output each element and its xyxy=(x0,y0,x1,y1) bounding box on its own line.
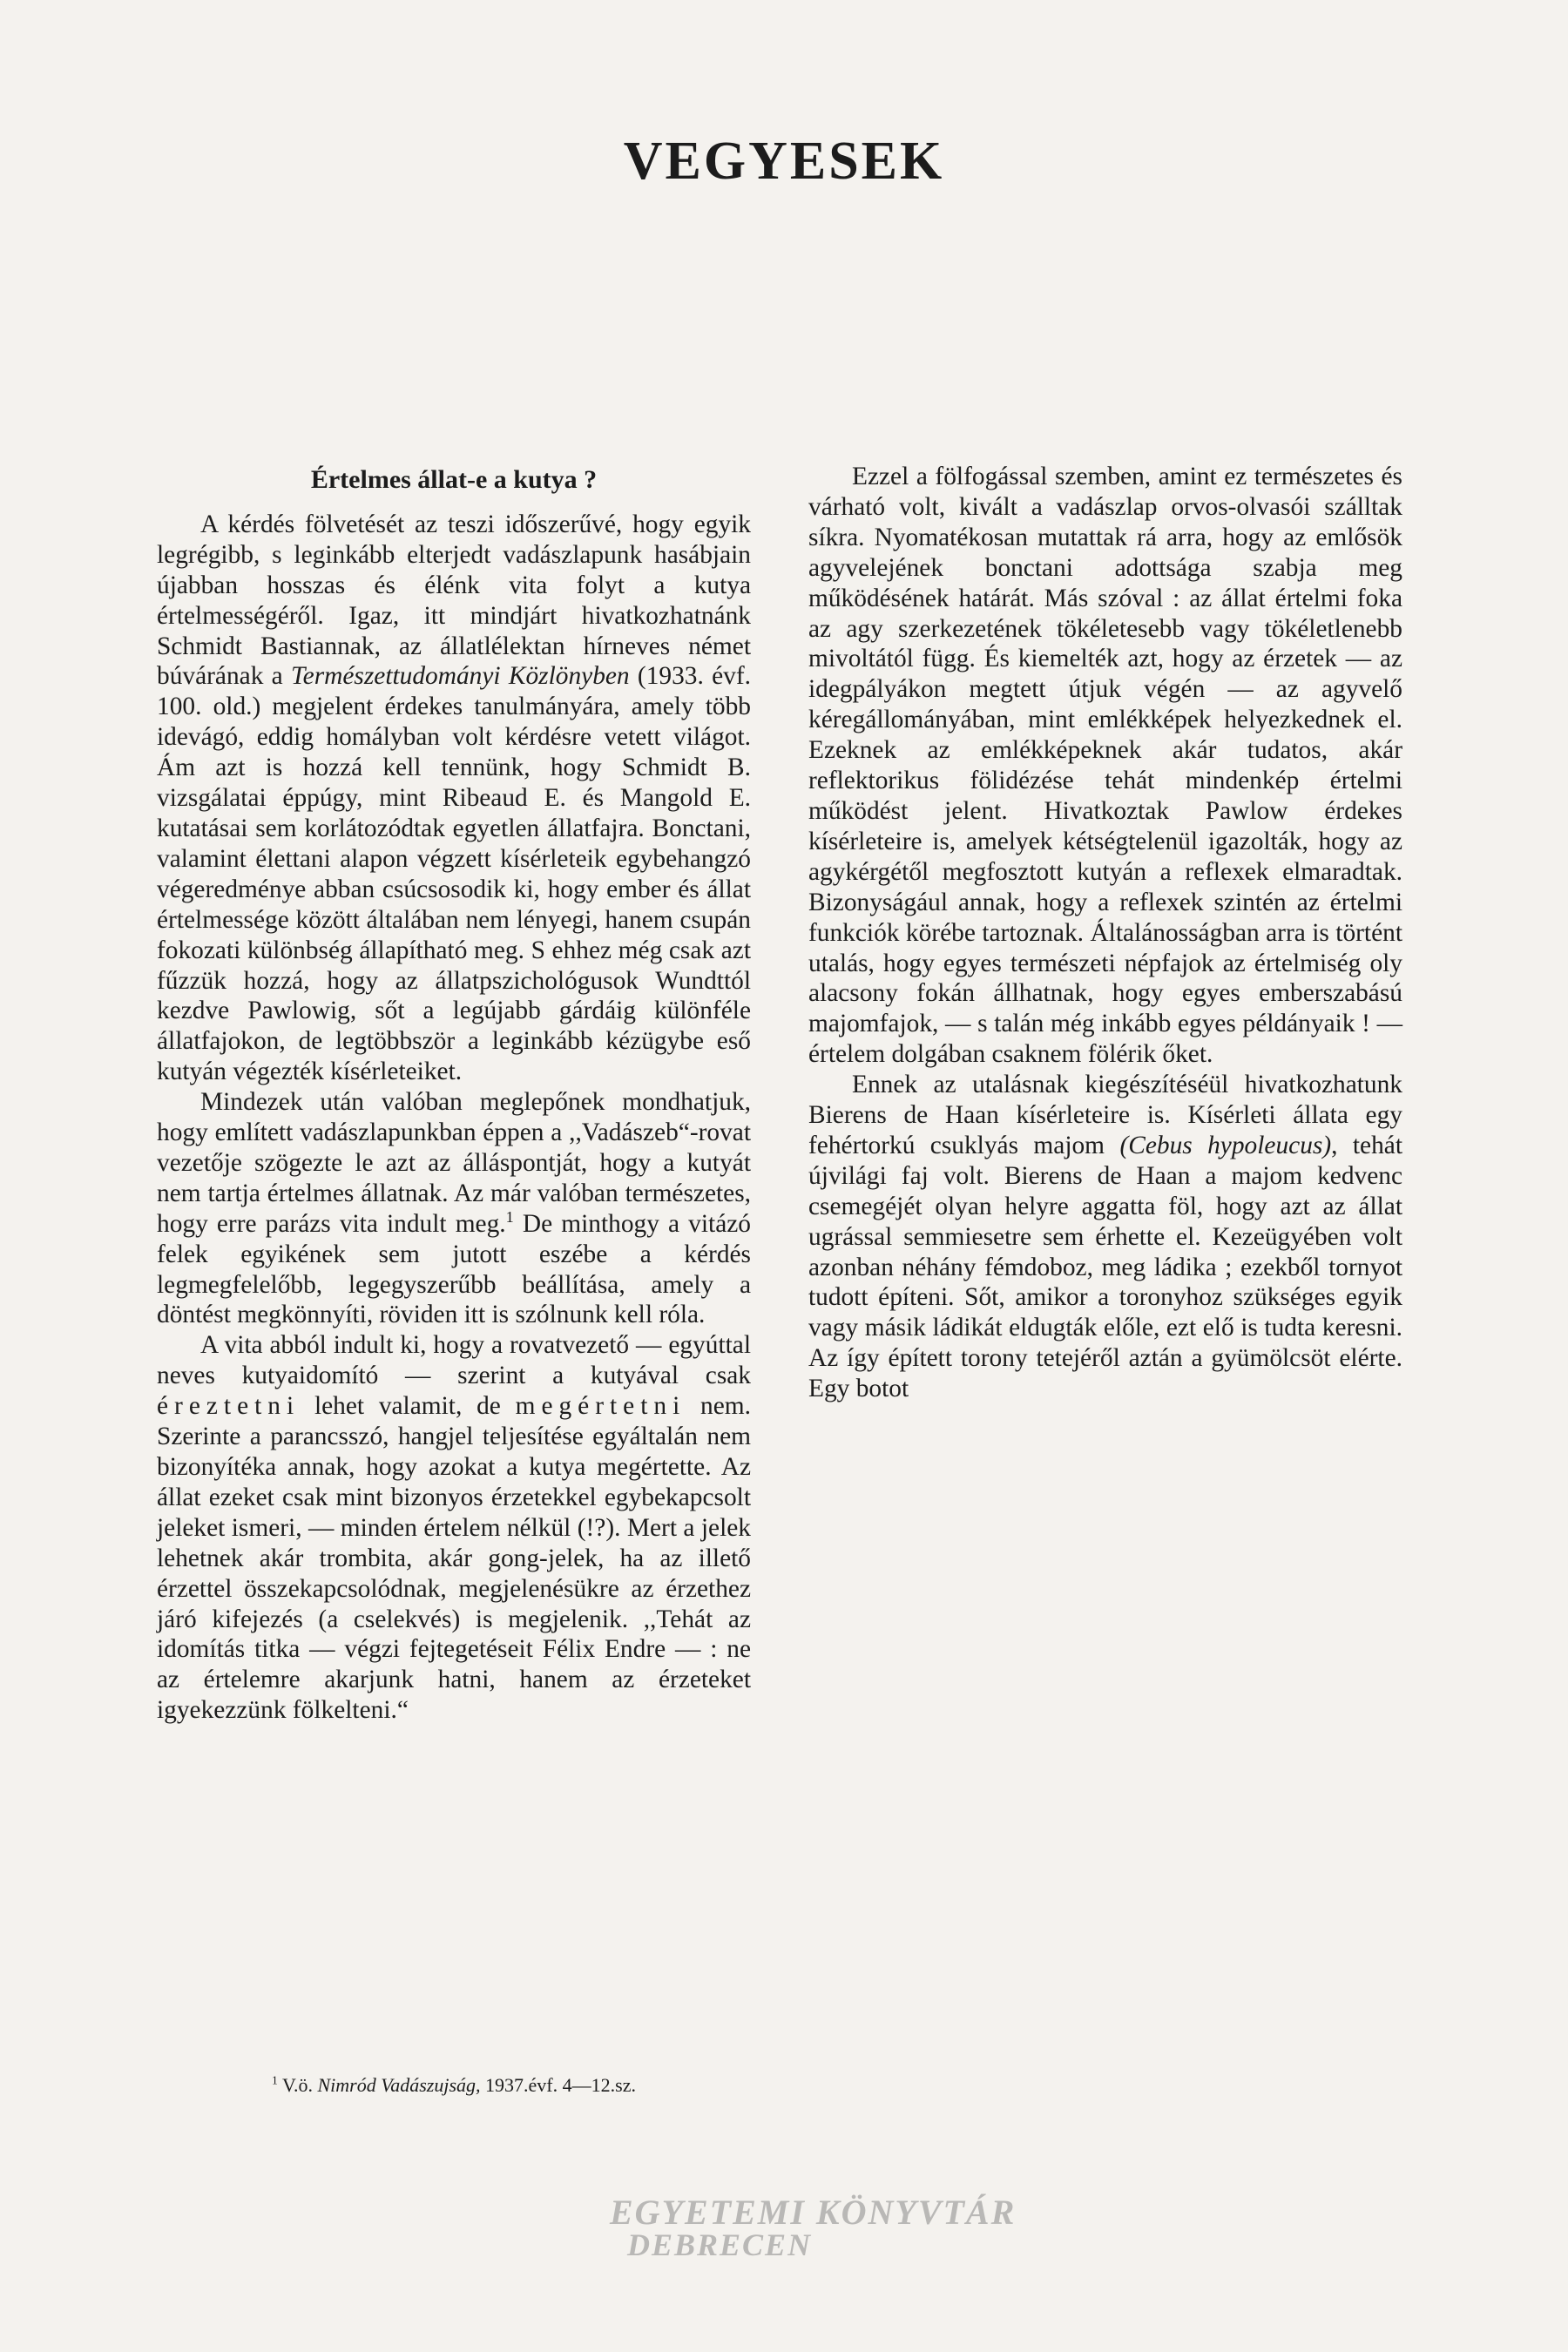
paragraph-3-text-a: A vita abból indult ki, hogy a rovatvezető — egyúttal neves kutyaidomító — szerint a kutyával csak xyxy=(157,1331,751,1390)
paragraph-3-text-b: lehet valamit, de xyxy=(314,1392,501,1421)
paragraph-2-text-a: Mindezek után valóban meglepőnek mondhatjuk, hogy említett vadászlapunkban éppen a ,,Vadászeb“-rovat vezetője szögezte le azt az álláspontját, hogy a kutyát nem tartja értelmes állatnak. Az már valóban természetes, hogy erre parázs vita indult meg. xyxy=(157,1088,751,1238)
page-title: VEGYESEK xyxy=(623,132,945,191)
paragraph-5-text-a: Ennek az utalásnak kiegészítéséül hivatkozhatunk Bierens de Haan kísérleteire is. Kísérleti állata egy fehértorkú csuklyás majom xyxy=(808,1071,1402,1159)
footnote-source: Nimród Vadászujság, xyxy=(317,2074,481,2096)
paragraph-5 xyxy=(808,1070,1402,1404)
library-stamp xyxy=(601,2185,1028,2265)
paragraph-1 xyxy=(157,510,751,1087)
article-column-right xyxy=(808,462,1402,1404)
footnote-suffix: 1937.évf. 4—12.sz. xyxy=(485,2074,636,2096)
paragraph-3-text-c: nem. Szerinte a parancsszó, hangjel teljesítése egyáltalán nem bizonyítéka annak, hogy azokat a kutya megértette. Az állat ezeket csak mint bizonyos érzetekkel egybekapcsolt jeleket ismeri, — minden értelem nélkül (!?). Mert a jelek lehetnek akár trombita, akár gong-jelek, ha az illető érzettel összekapcsolódnak, megjelenésükre az érzethez járó kifejezés (a cselekvés) is megjelenik. ,,Tehát az idomítás titka — végzi fejtegetéseit Félix Endre — : ne az értelemre akarjunk hatni, hanem az érzeteket igyekezzünk fölkelteni.“ xyxy=(157,1392,751,1725)
stamp-line-1: EGYETEMI KÖNYVTÁR xyxy=(610,2193,1017,2232)
footnote-marker: 1 xyxy=(272,2073,278,2087)
paragraph-1-text-a: A kérdés fölvetését az teszi időszerűvé, hogy egyik legrégibb, s leginkább elterjedt vadászlapunk hasábjain újabban hosszas és élénk vita folyt a kutya értelmességéről. Igaz, itt mindjárt hivatkozhatnánk Schmidt Bastiannak, az állatlélektan hírneves német búvárának a xyxy=(157,510,751,691)
paragraph-2 xyxy=(157,1087,751,1330)
species-name: (Cebus hypoleucus) xyxy=(1119,1131,1332,1159)
paragraph-4-text: Ezzel a fölfogással szemben, amint ez természetes és várható volt, kivált a vadászlap orvos-olvasói szálltak síkra. Nyomatékosan mutattak rá arra, hogy az emlősök agyvelejének bonctani adottsága szabja meg működésének határát. Más szóval : az állat értelmi foka az agy szerkezetének tökéletesebb vagy tökéletlenebb mivoltától függ. És kiemelték azt, hogy az érzetek — az idegpályákon megtett útjuk végén — az agyvelő kéregállományában, mint emlékképek helyezkednek el. Ezeknek az emlékképeknek akár tudatos, akár reflektorikus fölidézése tehát mindenkép értelmi működést jelent. Hivatkoztak Pawlow érdekes kísérleteire is, amelyek kétségtelenül igazolták, hogy az agykérgétől megfosztott kutyán a reflexek elmaradtak. Bizonyságául annak, hogy a reflexek szintén az értelmi funkciók körébe tartoznak. Általánosságban arra is történt utalás, hogy egyes természeti népfajok az értelmiség oly alacsony fokán állhatnak, hogy egyes emberszabású majomfajok, — s talán még inkább egyes példányaik ! — értelem dolgában csaknem fölérik őket. xyxy=(808,463,1402,1069)
journal-title: Természettudományi Közlönyben xyxy=(291,662,630,691)
footnote-prefix: V.ö. xyxy=(281,2074,313,2096)
paragraph-5-text-b: , tehát újvilági faj volt. Bierens de Haan a majom kedvenc csemegéjét olyan helyre aggatta föl, hogy azt az állat ugrással semmiesetre sem érhette el. Kezeügyében volt azonban néhány fémdoboz, meg ládika ; ezekből tornyot tudott építeni. Sőt, amikor a toronyhoz szükséges egyik vagy másik ládikát eldugták előle, ezt elő is tudta keresni. Az így épített torony tetejéről aztán a gyümölcsöt elérte. Egy botot xyxy=(808,1131,1402,1403)
paragraph-1-text-b: (1933. évf. 100. old.) megjelent érdekes tanulmányára, amely több idevágó, eddig homályban volt kérdésre vetett világot. Ám azt is hozzá kell tennünk, hogy Schmidt B. vizsgálatai éppúgy, mint Ribeaud E. és Mangold E. kutatásai sem korlátozódtak egyetlen állatfajra. Bonctani, valamint élettani alapon végzett kísérleteik egybehangzó végeredménye abban csúcsosodik ki, hogy ember és állat értelmessége között általában nem lényegi, hanem csupán fokozati különbség állapítható meg. S ehhez még csak azt fűzzük hozzá, hogy az állatpszichológusok Wundttól kezdve Pawlowig, sőt a legújabb gárdáig különféle állatfajokon, de legtöbbször a leginkább kézügybe eső kutyán végezték kísérleteiket. xyxy=(157,662,751,1086)
paragraph-2-text-b: De minthogy a vitázó felek egyikének sem jutott eszébe a kérdés legmegfelelőbb, legegyszerűbb beállítása, amely a döntést megkönnyíti, röviden itt is szólnunk kell róla. xyxy=(157,1209,751,1329)
footnote xyxy=(157,2073,751,2098)
spaced-word-1: éreztetni xyxy=(157,1392,301,1421)
paragraph-3 xyxy=(157,1330,751,1726)
article-column-left xyxy=(157,462,751,1726)
article-title: Értelmes állat-e a kutya ? xyxy=(310,465,598,494)
paragraph-4 xyxy=(808,462,1402,1070)
stamp-line-2: DEBRECEN xyxy=(627,2227,813,2262)
footnote-reference: 1 xyxy=(505,1207,514,1226)
spaced-word-2: megértetni xyxy=(515,1392,686,1421)
